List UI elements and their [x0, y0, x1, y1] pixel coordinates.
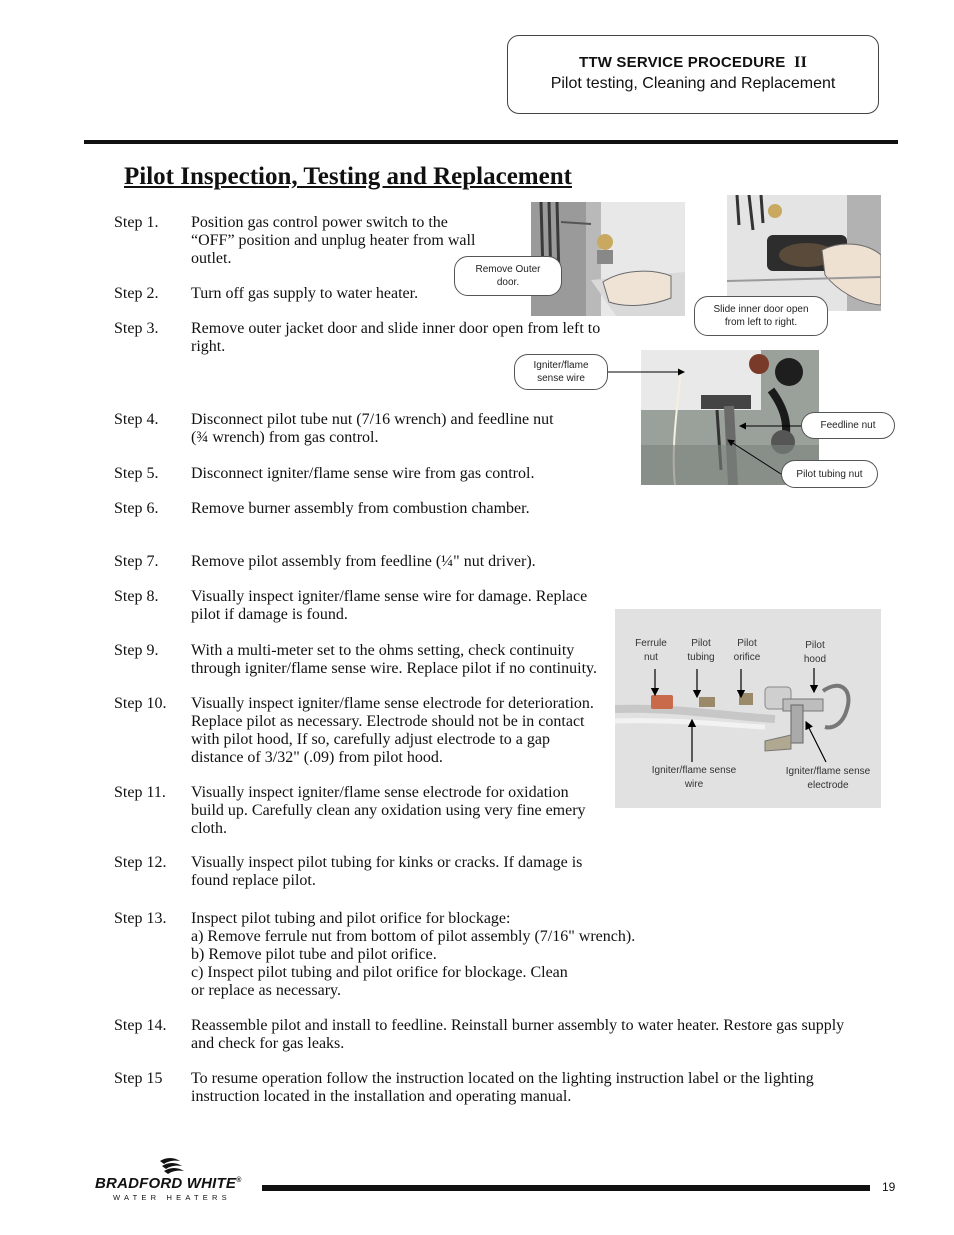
step-text: Reassemble pilot and install to feedline. Reinstall burner assembly to water heater. Restore gas supply and check for gas leaks.	[191, 1017, 845, 1052]
step-number: Step 8.	[114, 588, 159, 605]
step-text: Disconnect pilot tube nut (7/16 wrench) and feedline nut (¾ wrench) from gas control.	[191, 411, 554, 446]
procedure-subtitle: Pilot testing, Cleaning and Replacement	[550, 75, 836, 92]
step-text: Visually inspect igniter/flame sense wire for damage. Replace pilot if damage is found.	[191, 588, 588, 623]
step-number: Step 5.	[114, 465, 159, 482]
step-text: Visually inspect igniter/flame sense electrode for oxidation build up. Carefully clean any oxidation using very fine emery cloth.	[191, 784, 586, 837]
step-number: Step 7.	[114, 553, 159, 570]
step-number: Step 6.	[114, 500, 159, 517]
igniter-wire-callout-text: Igniter/flame sense wire	[533, 360, 589, 384]
step-number: Step 9.	[114, 642, 159, 659]
remove-outer-door-callout-text: Remove Outer door.	[475, 264, 541, 288]
step-text: Remove pilot assembly from feedline (¼" nut driver).	[191, 553, 536, 570]
ferrule-nut-label: Ferrule nut	[635, 638, 667, 663]
procedure-number: II	[794, 54, 808, 71]
brand-registered-mark: ®	[236, 1177, 242, 1184]
footer-rule	[262, 1185, 870, 1191]
step-text: To resume operation follow the instruction located on the lighting instruction label or the lighting instruction located in the installation and operating manual.	[191, 1070, 814, 1105]
procedure-title-text: TTW SERVICE PROCEDURE	[578, 54, 786, 71]
step-text: Remove outer jacket door and slide inner door open from left to right.	[191, 320, 601, 355]
step-number: Step 12.	[114, 854, 167, 871]
igniter-electrode-label: Igniter/flame sense electrode	[785, 766, 871, 791]
step-number: Step 11.	[114, 784, 166, 801]
step-text: Disconnect igniter/flame sense wire from gas control.	[191, 465, 535, 482]
step-text: Visually inspect pilot tubing for kinks or cracks. If damage is found replace pilot.	[191, 854, 583, 889]
step-text: Inspect pilot tubing and pilot orifice for blockage: a) Remove ferrule nut from bottom of pilot assembly (7/16" wrench). b) Remove pilot tube and pilot orifice. c) Inspect pilot tubing and pilot orifice for blockage. Clean or replace as necessary.	[191, 910, 636, 999]
step-number: Step 10.	[114, 695, 167, 712]
page-title: Pilot Inspection, Testing and Replacement	[124, 163, 572, 190]
step-number: Step 3.	[114, 320, 159, 337]
step-text: Visually inspect igniter/flame sense electrode for deterioration. Replace pilot as necessary. Electrode should not be in contact with pilot hood, If so, carefully adjust electrode to a gap distance of 3/32" (.09) from pilot hood.	[191, 695, 594, 766]
pilot-tubing-nut-leader	[728, 440, 781, 474]
step-text: With a multi-meter set to the ohms setting, check continuity through igniter/flame sense wire. Replace pilot if no continuity.	[191, 642, 597, 677]
pilot-orifice-label: Pilot orifice	[733, 638, 761, 663]
pilot-hood-label: Pilot hood	[803, 640, 827, 665]
pilot-tubing-nut-callout-text: Pilot tubing nut	[796, 468, 863, 480]
brand-subtitle: WATER HEATERS	[113, 1193, 231, 1202]
step-text: Position gas control power switch to the “OFF” position and unplug heater from wall outlet.	[191, 214, 476, 267]
slide-inner-door-callout-text: Slide inner door open from left to right.	[713, 304, 809, 328]
step-number: Step 14.	[114, 1017, 167, 1034]
step-text: Remove burner assembly from combustion chamber.	[191, 500, 530, 517]
step-number: Step 2.	[114, 285, 159, 302]
step-number: Step 15	[114, 1070, 163, 1087]
igniter-electrode-arrow	[806, 722, 826, 762]
step-text: Turn off gas supply to water heater.	[191, 285, 419, 302]
igniter-wire-label: Igniter/flame sense wire	[651, 765, 737, 790]
brand-name	[95, 1175, 241, 1192]
step-number: Step 4.	[114, 411, 159, 428]
step-number: Step 1.	[114, 214, 159, 231]
step-number: Step 13.	[114, 910, 167, 927]
feedline-nut-callout-text: Feedline nut	[820, 420, 876, 431]
brand-name-text: BRADFORD WHITE	[95, 1175, 237, 1192]
pilot-tubing-label: Pilot tubing	[687, 638, 715, 663]
page-number: 19	[882, 1180, 896, 1194]
